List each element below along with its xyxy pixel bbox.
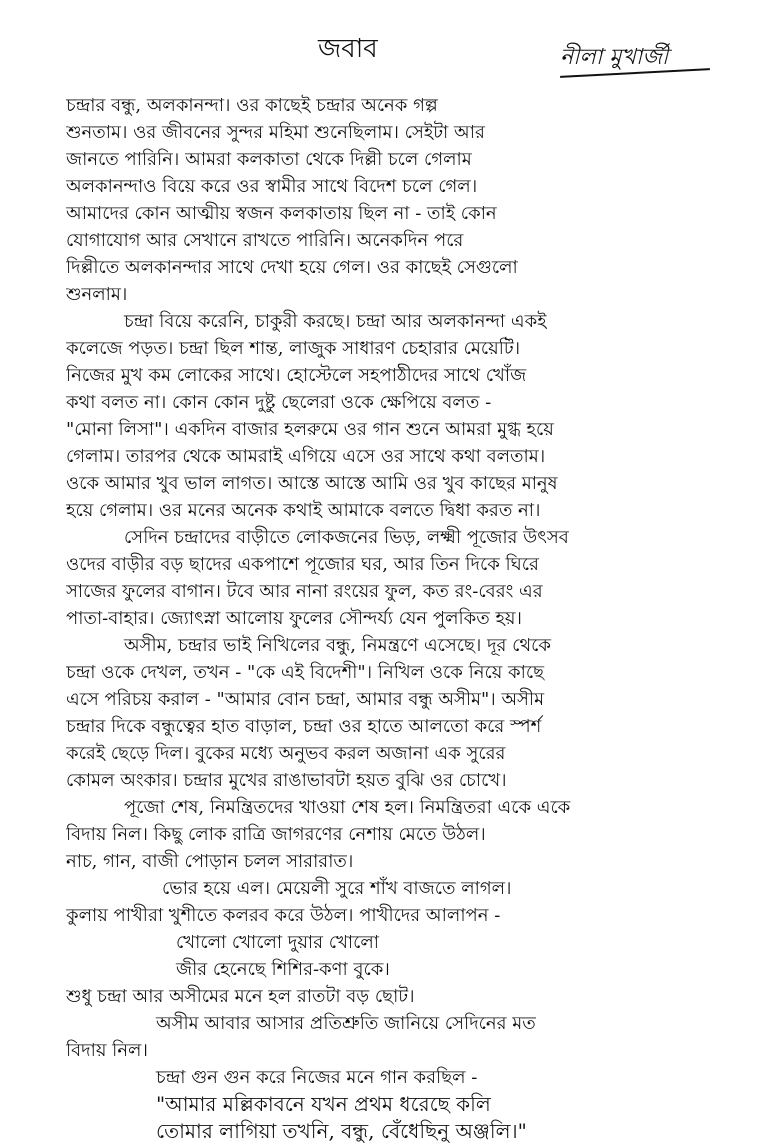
- letter-line: জীর হেনেছে শিশির-কণা বুকে।: [176, 959, 390, 980]
- letter-title: জবাব: [318, 34, 378, 64]
- letter-line: শুধু চন্দ্রা আর অসীমের মনে হল রাতটা বড় ছোট।: [66, 986, 415, 1007]
- letter-line: পাতা-বাহার। জ্যোৎস্না আলোয় ফুলের সৌন্দর্য্য যেন পুলকিত হয়।: [66, 608, 522, 629]
- letter-line: কুলায় পাখীরা খুশীতে কলরব করে উঠল। পাখীদের আলাপন -: [66, 905, 501, 926]
- letter-line: বিদায় নিল।: [66, 1040, 148, 1061]
- author-name: নীলা মুখার্জী: [560, 45, 669, 70]
- letter-line: চন্দ্রার বন্ধু, অলকানন্দা। ওর কাছেই চন্দ্রার অনেক গল্প: [66, 95, 438, 116]
- letter-line: খোলো খোলো দুয়ার খোলো: [176, 932, 379, 953]
- letter-line: এসে পরিচয় করাল - "আমার বোন চন্দ্রা, আমার বন্ধু অসীম"। অসীম: [66, 689, 545, 710]
- letter-line: তোমার লাগিয়া তখনি, বন্ধু, বেঁধেছিনু অঞ্জলি।": [156, 1119, 527, 1143]
- letter-line: কথা বলত না। কোন কোন দুষ্টু ছেলেরা ওকে ক্ষেপিয়ে বলত -: [66, 392, 492, 413]
- letter-line: করেই ছেড়ে দিল। বুকের মধ্যে অনুভব করল অজানা এক সুরের: [66, 743, 506, 764]
- letter-line: সেদিন চন্দ্রাদের বাড়ীতে লোকজনের ভিড়, লক্ষ্মী পূজোর উৎসব: [124, 527, 569, 548]
- letter-line: বিদায় নিল। কিছু লোক রাত্রি জাগরণের নেশায় মেতে উঠল।: [66, 824, 486, 845]
- letter-line: চন্দ্রা গুন গুন করে নিজের মনে গান করছিল -: [156, 1067, 478, 1088]
- letter-line: ওদের বাড়ীর বড় ছাদের একপাশে পূজোর ঘর, আর তিন দিকে ঘিরে: [66, 554, 539, 575]
- letter-line: "মোনা লিসা"। একদিন বাজার হলরুমে ওর গান শুনে আমরা মুগ্ধ হয়ে: [66, 419, 554, 440]
- letter-line: শুনলাম।: [66, 284, 128, 305]
- letter-line: সাজের ফুলের বাগান। টবে আর নানা রংয়ের ফুল, কত রং-বেরং এর: [66, 581, 543, 602]
- letter-line: চন্দ্রা ওকে দেখল, তখন - "কে এই বিদেশী"। নিখিল ওকে নিয়ে কাছে: [66, 662, 545, 683]
- letter-line: গেলাম। তারপর থেকে আমরাই এগিয়ে এসে ওর সাথে কথা বলতাম।: [66, 446, 546, 467]
- letter-body: [66, 92, 731, 1145]
- letter-line: অসীম আবার আসার প্রতিশ্রুতি জানিয়ে সেদিনের মত: [156, 1013, 536, 1034]
- letter-line: নাচ, গান, বাজী পোড়ান চলল সারারাত।: [66, 851, 354, 872]
- letter-line: শুনতাম। ওর জীবনের সুন্দর মহিমা শুনেছিলাম। সেইটা আর: [66, 122, 485, 143]
- letter-line: নিজের মুখ কম লোকের সাথে। হোস্টেলে সহপাঠীদের সাথে খোঁজ: [66, 365, 527, 386]
- letter-line: কোমল অংকার। চন্দ্রার মুখের রাঙাভাবটা হয়ত বুঝি ওর চোখে।: [66, 770, 507, 791]
- letter-line: চন্দ্রা বিয়ে করেনি, চাকুরী করছে। চন্দ্রা আর অলকানন্দা একই: [124, 311, 547, 332]
- letter-line: আমাদের কোন আত্মীয় স্বজন কলকাতায় ছিল না - তাই কোন: [66, 203, 497, 224]
- letter-line: ওকে আমার খুব ভাল লাগত। আস্তে আস্তে আমি ওর খুব কাছের মানুষ: [66, 473, 558, 494]
- letter-line: "আমার মল্লিকাবনে যখন প্রথম ধরেছে কলি: [156, 1092, 491, 1116]
- letter-line: দিল্লীতে অলকানন্দার সাথে দেখা হয়ে গেল। ওর কাছেই সেগুলো: [66, 257, 518, 278]
- letter-line: চন্দ্রার দিকে বন্ধুত্বের হাত বাড়াল, চন্দ্রা ওর হাতে আলতো করে স্পর্শ: [66, 716, 542, 737]
- letter-line: অলকানন্দাও বিয়ে করে ওর স্বামীর সাথে বিদেশ চলে গেল।: [66, 176, 478, 197]
- letter-line: হয়ে গেলাম। ওর মনের অনেক কথাই আমাকে বলতে দ্বিধা করত না।: [66, 500, 541, 521]
- letter-line: জানতে পারিনি। আমরা কলকাতা থেকে দিল্লী চলে গেলাম: [66, 149, 472, 170]
- letter-line: ভোর হয়ে এল। মেয়েলী সুরে শাঁখ বাজতে লাগল।: [162, 878, 512, 899]
- letter-line: যোগাযোগ আর সেখানে রাখতে পারিনি। অনেকদিন পরে: [66, 230, 464, 251]
- letter-line: অসীম, চন্দ্রার ভাই নিখিলের বন্ধু, নিমন্ত্রণে এসেছে। দূর থেকে: [124, 635, 551, 656]
- letter-line: কলেজে পড়ত। চন্দ্রা ছিল শান্ত, লাজুক সাধারণ চেহারার মেয়েটি।: [66, 338, 521, 359]
- letter-line: পূজো শেষ, নিমন্ত্রিতদের খাওয়া শেষ হল। নিমন্ত্রিতরা একে একে: [124, 797, 571, 818]
